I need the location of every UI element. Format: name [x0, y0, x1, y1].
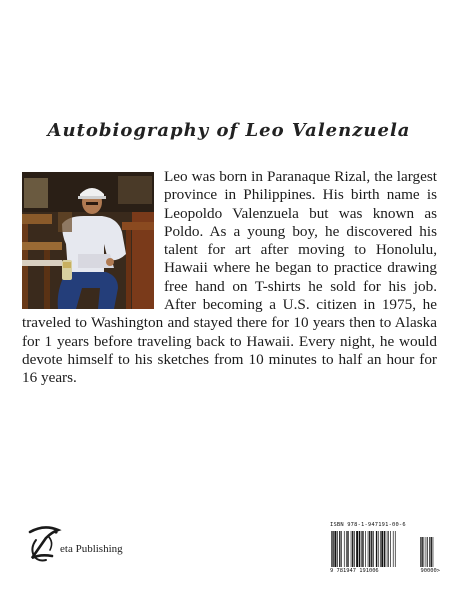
barcode-bar: [341, 531, 342, 567]
barcode-bar: [376, 531, 377, 567]
isbn-label: [330, 522, 440, 528]
barcode-bar: [344, 531, 345, 567]
barcode-bar: [362, 531, 363, 567]
barcode-bars: [330, 531, 440, 567]
barcode-bar: [337, 531, 338, 567]
barcode-bar: [373, 531, 374, 567]
barcode-bar: [388, 531, 389, 567]
barcode-bar: [359, 531, 360, 567]
barcode-bar: [381, 531, 383, 567]
addon-bar: [420, 537, 421, 567]
barcode-digits: 9 781947 191006: [330, 568, 379, 574]
price-code: 90000>: [420, 568, 440, 574]
barcode-bar: [339, 531, 340, 567]
barcode-digits-row: [330, 568, 440, 574]
isbn-number: ISBN 978-1-947191-00-6: [330, 522, 406, 528]
barcode-bar: [331, 531, 332, 567]
barcode-bar: [365, 531, 366, 567]
barcode-bar: [387, 531, 388, 567]
addon-bar: [433, 537, 434, 567]
barcode-bar: [356, 531, 358, 567]
barcode-bar: [347, 531, 348, 567]
addon-bar: [421, 537, 422, 567]
barcode-bar: [390, 531, 391, 567]
addon-bar: [424, 537, 425, 567]
addon-bar: [429, 537, 430, 567]
barcode-bar: [334, 531, 336, 567]
addon-bar: [431, 537, 432, 567]
book-title: Autobiography of Leo Valenzuela: [47, 120, 411, 141]
biography-text: Leo was born in Paranaque Rizal, the largest province in Philippines. His birth name is Leopoldo Valenzuela but was known as Poldo. As a young boy, he discovered his talent for art after moving to Honolulu, Hawaii where he began to practice drawing free hand on T-shirts he sold for his job. After becoming a U.S. citizen in 1975, he traveled to Washington and stayed there for 10 years then to Alaska for 1 years before traveling back to Hawaii. Every night, he would devote himself to his sketches from 10 minutes to half an hour for 16 years.: [22, 168, 437, 387]
barcode-bar: [393, 531, 394, 567]
isbn-barcode: [330, 522, 440, 576]
author-photo: [22, 172, 154, 309]
barcode-bar: [352, 531, 353, 567]
barcode-bar: [368, 531, 369, 567]
barcode-bar: [395, 531, 396, 567]
barcode-bar: [361, 531, 362, 567]
barcode-bar: [369, 531, 370, 567]
barcode-bar: [346, 531, 347, 567]
barcode-bar: [378, 531, 379, 567]
addon-bar: [427, 537, 428, 567]
addon-bar: [426, 537, 427, 567]
barcode-bar: [380, 531, 381, 567]
biography-block: [22, 168, 437, 388]
barcode-bar: [332, 531, 333, 567]
barcode-bar: [371, 531, 372, 567]
barcode-bar: [354, 531, 355, 567]
publisher-name: eta Publishing: [60, 543, 123, 555]
barcode-bar: [351, 531, 352, 567]
barcode-bar: [384, 531, 385, 567]
publisher-block: [22, 518, 222, 568]
